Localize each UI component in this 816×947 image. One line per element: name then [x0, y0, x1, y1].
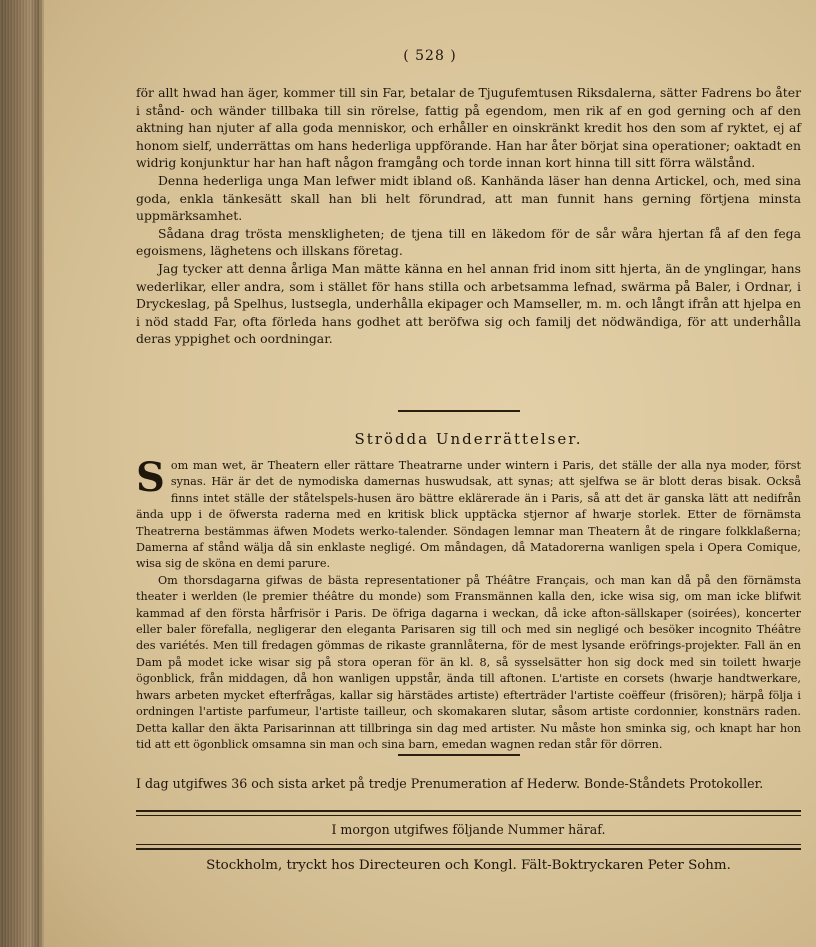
paragraph-4: Jag tycker att denna årliga Man mätte känna en hel annan frid inom sitt hjerta, än de ynglingar, hans wederlikar, eller andra, som i stället för hans stilla och arbetsamma lefnad, swärma på Baler, i Ordnar, i Dryckeslag, på Spelhus, lustsegla, underhålla ekipager och Mamseller, m. m. och långt ifrån att hjelpa en i nöd stadd Far, ofta förleda hans godhet att beröfwa sig och familj det nödwändiga, för att underhålla deras yppighet och oordningar.	[136, 260, 801, 347]
top-article	[136, 84, 801, 348]
rule-double-2	[136, 815, 801, 816]
paragraph-3: Sådana drag trösta menskligheten; de tjena till en läkedom för de sår wåra hjertan få af den fega egoismens, läghetens och illskans företag.	[136, 225, 801, 259]
paragraph-2: Denna hederliga unga Man lefwer midt ibland oß. Kanhända läser han denna Artickel, och, med sina goda, enkla tänkesätt skall han bli helt förundrad, att man funnit hans gerning förtjena minsta uppmärksamhet.	[136, 172, 801, 224]
paragraph-1: för allt hwad han äger, kommer till sin Far, betalar de Tjugufemtusen Riksdalerna, sätter Fadrens bo åter i stånd- och wänder tillbaka till sin rörelse, fattig på egendom, men rik af en god gerning och af den aktning han njuter af alla goda menniskor, och erhåller en oinskränkt kredit hos den som af ryktet, ej af honom sielf, underrättas om hans hederliga uppförande. Han har åter börjat sina operationer; oaktadt en widrig konjunktur har han haft någon framgång och torde innan kort hinna till sitt förra wälstånd.	[136, 85, 801, 171]
section-paragraph-1: om man wet, är Theatern eller rättare Theatrarne under wintern i Paris, det ställe der alla nya moder, först synas. Här är det de nymodiska damernas huswudsak, att synas; att sjelfwa se är blott deras bisak. Också finns intet ställe der ståtelspels-husen äro bättre eklärerade än i Paris, så att det är ganska lätt att nedifrån ända upp i de öfwersta raderna med en kritisk blick upptäcka stjernor af hwarje storlek. Etter de förnämsta Theatrerna bestämmas äfwen Modets werko-talender. Söndagen lemnar man Theatern åt de ringare folkklaßerna; Damerna af stånd wälja då sin enklaste negligé. Om måndagen, då Matadorerna wanligen spela i Opera Comique, wisa sig de sköna en demi parure.	[136, 459, 801, 571]
divider-middle	[398, 754, 520, 756]
section-title: Strödda Underrättelser.	[354, 430, 583, 448]
rule-imprint-2	[136, 848, 801, 850]
rule-double-1	[136, 810, 801, 812]
rule-imprint-1	[136, 844, 801, 845]
section-article	[136, 454, 801, 753]
page-number: ( 528 )	[403, 48, 457, 64]
notice-next-issue: I morgon utgifwes följande Nummer häraf.	[331, 822, 606, 837]
notice-publication: I dag utgifwes 36 och sista arket på tredje Prenumeration af Hederw. Bonde-Ståndets Protokoller.	[136, 776, 764, 791]
page-edges	[0, 0, 44, 947]
dropcap-letter: S	[136, 454, 165, 501]
section-paragraph-2: Om thorsdagarna gifwas de bästa representationer på Théâtre Français, och man kan då på den förnämsta theater i werlden (le premier théâtre du monde) som Fransmännen kalla den, icke wisa sig, om man icke blifwit kammad af den första hårfrisör i Paris. De öfriga dagarna i weckan, då icke afton-sällskaper (soirées), koncerter eller baler förefalla, negligerar den eleganta Parisaren sig till och med sin negligé och besöker incognito Théâtre des variétés. Men till fredagen gömmas de rikaste grannlåterna, för de mest lysande eröfrings-projekter. Fall än en Dam på modet icke wisar sig på stora operan för än kl. 8, så sysselsätter hon sig dock med sin toilett hwarje ögonblick, från middagen, då hon wanligen uppstår, ända till aftonen. L'artiste en corsets (hwarje handtwerkare, hwars arbeten mycket efterfrågas, kallar sig härstädes artiste) efterträder l'artiste coëffeur (frisören); härpå följa i ordningen l'artiste parfumeur, l'artiste tailleur, och skomakaren slutar, såsom artiste cordonnier, konstnärs raden. Detta kallar den äkta Parisarinnan att tillbringa sin dag med artister. Nu måste hon sminka sig, och knapt har hon tid att ett ögonblick omsamna sin man och sina barn, emedan wagnen redan står för dörren.	[136, 573, 801, 751]
imprint-line: Stockholm, tryckt hos Directeuren och Kongl. Fält-Boktryckaren Peter Sohm.	[206, 858, 731, 873]
document-page	[44, 0, 816, 947]
divider-top	[398, 410, 520, 412]
